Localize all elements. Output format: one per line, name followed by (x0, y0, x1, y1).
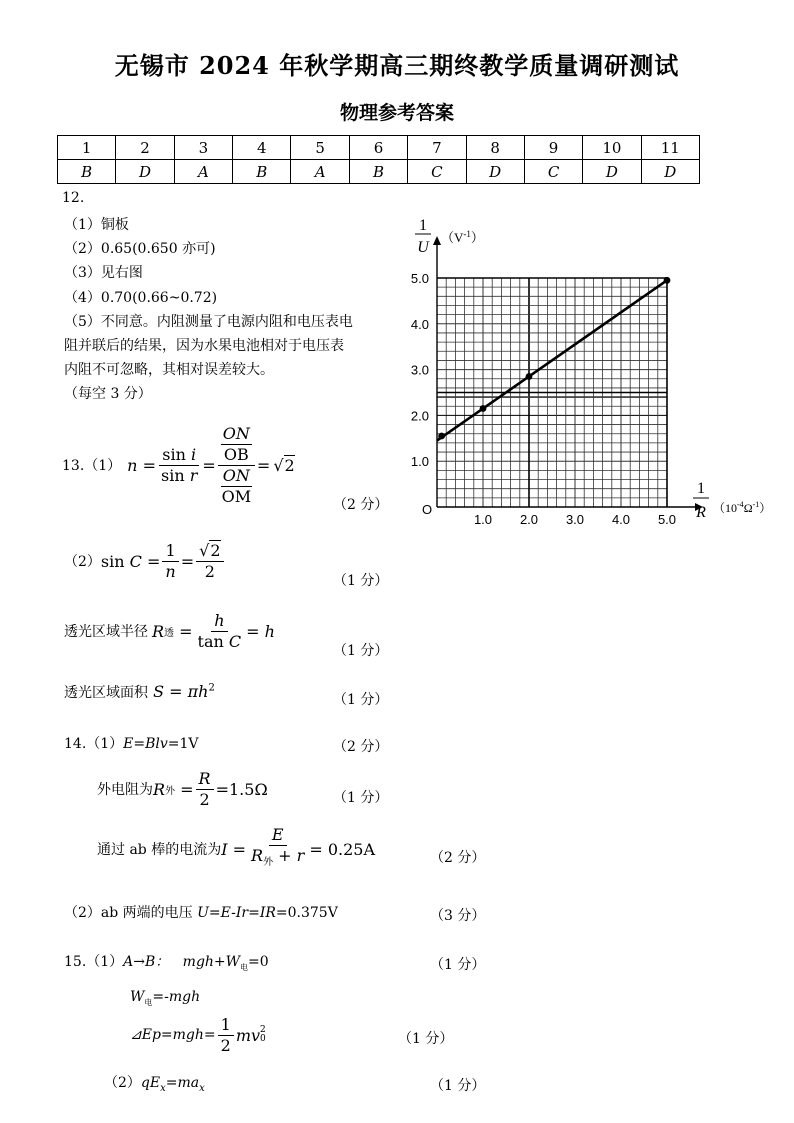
x-tick-label: 1.0 (473, 512, 493, 527)
table-cell: 9 (524, 136, 582, 160)
fraction-sqrt2-over-2: $\frac{√2}{2}$ (196, 541, 223, 582)
var-n: n (127, 455, 138, 475)
y-tick-label: 4.0 (410, 316, 429, 332)
var-c: C (129, 551, 142, 571)
subscript: 电 (144, 997, 153, 1007)
table-cell: D (583, 160, 641, 184)
data-series (437, 277, 670, 441)
numerator: E (269, 825, 287, 846)
q12-item-2: （2）0.65(0.650 亦可) (64, 241, 216, 257)
var-r: r (296, 845, 305, 865)
table-cell: B (58, 160, 116, 184)
sin-text: sin (162, 444, 186, 464)
q15-work-equation (130, 989, 200, 1008)
var-r: R (152, 621, 165, 641)
superscript: 2 (208, 682, 215, 694)
fraction-1-over-2 (218, 1015, 234, 1056)
q14-part1-equation (64, 733, 199, 753)
table-cell: D (466, 160, 524, 184)
tan-text: tan (197, 631, 224, 651)
var-on: ON (222, 465, 250, 485)
var-r: r (189, 465, 198, 485)
subscript: x (160, 1082, 166, 1094)
data-point (664, 277, 671, 284)
table-cell: D (116, 160, 174, 184)
x-tick-label: 2.0 (519, 512, 539, 527)
var-r-ext: R (251, 845, 264, 865)
denominator: 2 (199, 789, 210, 809)
var-ob: OB (223, 444, 249, 464)
data-point (438, 433, 445, 440)
q12-score-note: （每空 3 分） (64, 386, 152, 402)
q13-part2-equation: （2） sin C = $\frac{1}{n}$ = $\frac{√2}{2}$ (64, 538, 226, 584)
var-mv: mv (235, 1025, 261, 1045)
page-subtitle: 物理参考答案 (339, 102, 454, 124)
q13-score-4: （1 分） (333, 692, 389, 708)
current-value: = 0.25A (309, 839, 375, 859)
potential-energy-text: ⊿Ep=mgh= (130, 1027, 216, 1043)
sqrt-radicand: 2 (284, 455, 295, 475)
voltage-equation: U=E-Ir=IR (197, 905, 276, 921)
x-label-denominator: R (696, 504, 706, 521)
q13-score-1: （2 分） (333, 497, 389, 513)
energy-equation: mgh+W (182, 954, 241, 970)
data-point (480, 405, 487, 412)
table-cell: 2 (116, 136, 174, 160)
q15-score-1: （1 分） (430, 957, 486, 973)
table-cell: B (349, 160, 407, 184)
table-cell: B (233, 160, 291, 184)
q15-part2-equation (104, 1072, 205, 1094)
subscript: 外 (165, 785, 176, 797)
q12-item-5-line-2: 阻并联后的结果，因为水果电池相对于电压表 (64, 338, 344, 354)
fraction-e-over-r-plus-r: $\frac{E}{R_外 + r}$ (251, 824, 305, 869)
subscript: 透 (164, 627, 175, 639)
radius-text: 透光区域半径 (64, 624, 148, 640)
q15-score-3: （1 分） (430, 1078, 486, 1094)
equation-end: =-mgh (152, 989, 201, 1005)
force-equation: qE (140, 1075, 161, 1091)
q13-part1-equation: 13.（1） n = $\frac{\text{sin i}}{\text{sin r}}$ = ON OB ON OM = √2 (62, 423, 295, 506)
q12-label: 12. (62, 190, 85, 206)
fraction-h-over-tanc (195, 611, 245, 652)
y-tick-label: 2.0 (410, 408, 429, 424)
var-i: I (221, 839, 228, 859)
current-text: 通过 ab 棒的电流为 (97, 842, 222, 858)
table-cell: 11 (641, 136, 699, 160)
voltage-value: =0.375V (275, 905, 338, 921)
var-i: i (190, 444, 197, 464)
table-cell: D (641, 160, 699, 184)
table-cell: 3 (174, 136, 232, 160)
var-s: S (153, 682, 165, 701)
q15-part2-label: （2） (104, 1075, 141, 1091)
subscript: 0 (260, 1034, 266, 1044)
x-label-numerator: 1 (697, 480, 705, 497)
area-text: 透光区域面积 (64, 685, 148, 701)
y-tick-label: 1.0 (410, 454, 429, 470)
q12-item-1: （1）铜板 (64, 217, 129, 233)
x-tick-label: 5.0 (657, 512, 677, 527)
q14-score-3: （2 分） (430, 850, 486, 866)
q14-label: 14.（1） (64, 736, 124, 752)
var-on: ON (222, 423, 250, 443)
ext-value: =1.5Ω (215, 779, 268, 799)
y-tick-label: 5.0 (410, 271, 429, 286)
fraction-1-over-n (162, 541, 178, 582)
x-tick-label: 4.0 (611, 512, 631, 527)
x-axis-label (693, 480, 771, 521)
q14-score-1: （2 分） (333, 739, 389, 755)
y-axis-label (415, 217, 484, 256)
fraction-sin-i-over-sin-r (158, 445, 200, 486)
denominator: 2 (204, 561, 215, 581)
q13-part2-label: （2） (64, 554, 101, 570)
denominator: 2 (220, 1035, 231, 1055)
equation-end: =0 (248, 954, 269, 970)
var-om: OM (221, 486, 252, 506)
q14-part2-label: （2）ab 两端的电压 (64, 905, 193, 921)
q14-score-2: （1 分） (333, 790, 389, 806)
table-cell: C (524, 160, 582, 184)
sqrt-2: √2 (273, 455, 295, 475)
sin-text: sin (160, 465, 185, 485)
table-cell: 1 (58, 136, 116, 160)
emf-value: =1V (167, 736, 199, 752)
sqrt-radicand: 2 (210, 540, 221, 560)
answer-table (57, 135, 700, 184)
answer-table-numbers-row (58, 136, 700, 160)
var-h: h (264, 621, 275, 641)
table-cell: A (291, 160, 349, 184)
table-cell: C (408, 160, 466, 184)
data-point (526, 373, 533, 380)
table-cell: 10 (583, 136, 641, 160)
pi-h: πh (187, 682, 209, 701)
numerator: h (211, 611, 227, 632)
subscript: x (199, 1082, 205, 1094)
denominator: n (165, 561, 176, 581)
table-cell: 6 (349, 136, 407, 160)
y-label-denominator: U (417, 239, 429, 256)
q14-score-4: （3 分） (430, 908, 486, 924)
var-w: W (130, 989, 145, 1005)
q13-score-3: （1 分） (333, 643, 389, 659)
q13-score-2: （1 分） (333, 573, 389, 589)
q14-current-equation: 通过 ab 棒的电流为 I = $\frac{E}{R_外 + r}$ = 0.25A (97, 824, 375, 874)
emf-equation: E=Blv (123, 736, 168, 752)
q12-item-3: （3）见右图 (64, 265, 143, 281)
subscript: 外 (263, 857, 274, 869)
y-tick-label: 3.0 (410, 362, 429, 378)
q15-score-2: （1 分） (398, 1031, 454, 1047)
table-cell: A (174, 160, 232, 184)
sin-text: sin (100, 551, 125, 571)
table-cell: 5 (291, 136, 349, 160)
q12-item-4: （4）0.70(0.66~0.72) (64, 290, 218, 306)
table-cell: 4 (233, 136, 291, 160)
fraction-compound (218, 424, 255, 507)
table-cell: 8 (466, 136, 524, 160)
page-title: 无锡市 2024 年秋学期高三期终教学质量调研测试 (114, 51, 680, 80)
y-axis-arrow-icon (433, 236, 441, 245)
graph-1-over-u-vs-1-over-r (405, 210, 790, 535)
numerator: 1 (162, 541, 178, 562)
y-label-numerator: 1 (419, 217, 427, 234)
subscript: 电 (240, 962, 249, 972)
q12-item-5-line-1: （5）不同意。内阻测量了电源内阻和电压表电 (64, 314, 353, 330)
answer-table-answers-row (58, 160, 700, 184)
chart-grid (437, 278, 667, 507)
q14-part2-equation (64, 902, 338, 922)
superscript: 2 (260, 1025, 266, 1035)
x-tick-label: 3.0 (565, 512, 585, 527)
q13-area-equation: 透光区域面积 $S = \pi h^2$ (64, 682, 215, 701)
q13-label: 13.（1） (62, 458, 122, 474)
force-equation-rhs: =ma (165, 1075, 200, 1091)
y-unit: $(V^{-1})$ (441, 229, 484, 245)
var-c: C (228, 631, 242, 651)
table-cell: 7 (408, 136, 466, 160)
numerator: R (196, 769, 214, 790)
numerator: 1 (218, 1015, 234, 1036)
q14-external-resistance: 外电阻为 R 外 = $\frac{R}{2}$ =1.5Ω (97, 768, 268, 809)
q15-potential-equation (130, 1012, 266, 1058)
q13-radius-equation: 透光区域半径 R 透 = $\frac{h}{\text{tan C}}$ = h (64, 610, 275, 651)
ext-text: 外电阻为 (97, 782, 153, 798)
a-to-b: A→B： (123, 954, 170, 970)
q12-item-5-line-3: 内阻不可忽略，其相对误差较大。 (64, 362, 274, 378)
origin-label: O (421, 502, 433, 517)
var-r-ext: R (153, 779, 166, 799)
fraction-r-over-2 (196, 769, 214, 810)
x-unit: $(10^{-4}\Omega^{-1})$ (713, 500, 772, 515)
q15-label: 15.（1） (64, 954, 124, 970)
q15-part1-equation (64, 951, 269, 973)
